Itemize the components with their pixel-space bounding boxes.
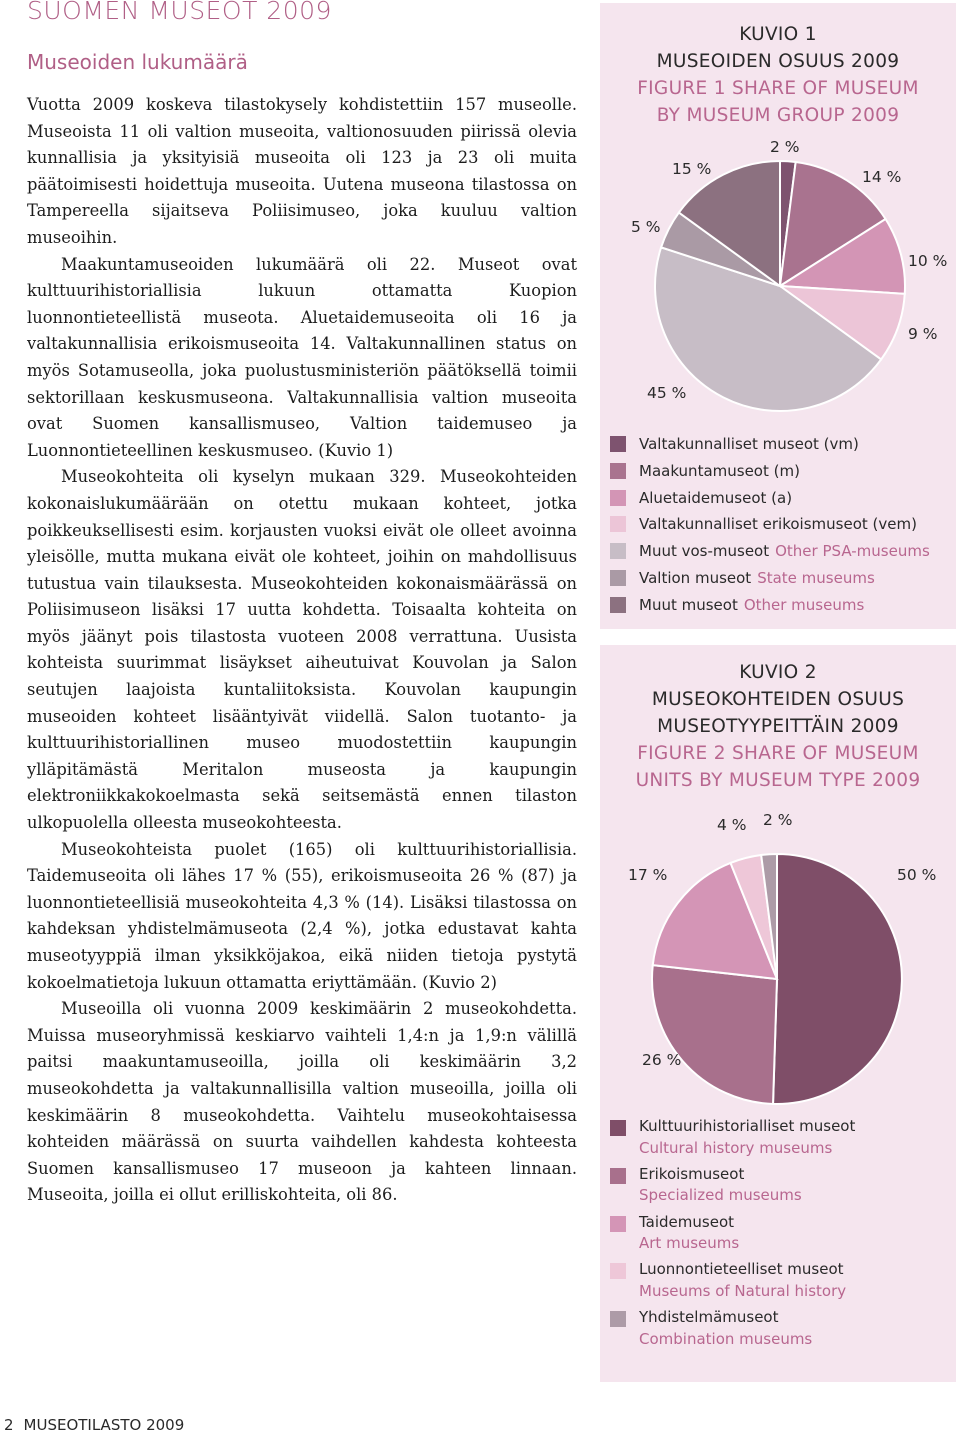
legend-swatch	[610, 570, 626, 586]
legend-swatch	[610, 516, 626, 532]
figure-2-legend	[610, 1116, 855, 1355]
legend-label-en: Art museums	[639, 1234, 740, 1253]
pie-slice-label: 9 %	[908, 325, 938, 343]
page-footer	[4, 1416, 184, 1434]
pie-slice-label: 4 %	[717, 816, 747, 834]
legend-label: Muut museot	[639, 595, 738, 614]
body-paragraph: Museoilla oli vuonna 2009 keskimäärin 2 museokohdetta. Muissa museoryhmissä keskiarvo vaihteli 1,4:n ja 1,9:n välillä paitsi maakuntamuseoilla, joilla oli keskimäärin 3,2 museokohdetta ja valtakunnallisilla valtion museoilla, joilla oli keskimäärin 8 museokohdetta. Vaihtelu museokohtaisessa kohteiden määrässä on suurta vaihdellen kahdesta kohteesta Suomen kansallismuseo 17 museoon ja kahteen linnaan. Museoita, joilla ei ollut erilliskohteita, oli 86.	[27, 999, 577, 1205]
pie-slice-label: 2 %	[770, 138, 800, 156]
pie-slice	[773, 854, 902, 1104]
body-paragraph: Vuotta 2009 koskeva tilastokysely kohdistettiin 157 museolle. Museoista 11 oli valtion museoita, valtionosuuden piirissä olevia kunnallisia ja yksityisiä museoita oli 123 ja 23 oli muita päätoimisesti hoidettuja museoita. Uutena museona tilastossa on Tampereella sijaitseva Poliisimuseo, joka kuuluu valtion museoihin.	[27, 95, 577, 247]
legend-item	[610, 431, 930, 458]
body-paragraph: Maakuntamuseoiden lukumäärä oli 22. Museot ovat kulttuurihistoriallisia lukuun ottamatta Kuopion luonnontieteellistä museota. Aluetaidemuseoita oli 16 ja valtakunnallisia erikoismuseoita 14. Valtakunnallinen status on myös Sotamuseolla, joka puolustusministeriön päätöksellä toimii sektorillaan keskusmuseona. Valtakunnallisia valtion museoita ovat Suomen kansallismuseo, Valtion taidemuseo ja Luonnontieteellinen keskusmuseo. (Kuvio 1)	[27, 254, 577, 460]
legend-swatch	[610, 463, 626, 479]
pie-slice-label: 14 %	[862, 168, 902, 186]
legend-label-en: Combination museums	[639, 1329, 813, 1348]
figure-2-title-line: MUSEOKOHTEIDEN OSUUS	[651, 689, 905, 710]
section-title: Museoiden lukumäärä	[27, 50, 248, 74]
legend-swatch	[610, 1216, 626, 1232]
figure-2-title-line: KUVIO 2	[739, 662, 817, 683]
legend-label: Muut vos-museot	[639, 542, 770, 561]
legend-item	[610, 592, 930, 619]
figure-1-legend	[610, 431, 930, 619]
legend-label: Kulttuurihistorialliset museot	[639, 1117, 856, 1135]
legend-swatch	[610, 436, 626, 452]
figure-1-panel	[600, 3, 956, 629]
legend-item	[610, 1164, 855, 1212]
figure-1-title-en-line: BY MUSEUM GROUP 2009	[656, 105, 900, 126]
figure-1-pie-chart	[600, 3, 956, 423]
legend-swatch	[610, 490, 626, 506]
figure-2-pie-chart	[600, 645, 956, 1105]
legend-item	[610, 458, 930, 485]
publication-name: MUSEOTILASTO 2009	[23, 1416, 185, 1434]
pie-slice-label: 17 %	[628, 866, 668, 884]
legend-label: Aluetaidemuseot (a)	[639, 488, 793, 507]
legend-item	[610, 565, 930, 592]
legend-item	[610, 485, 930, 512]
legend-swatch	[610, 1263, 626, 1279]
legend-label: Valtakunnalliset erikoismuseot (vem)	[639, 515, 917, 534]
pie-slice	[652, 965, 777, 1104]
legend-label-en: Other museums	[743, 595, 865, 614]
pie-slice-label: 15 %	[672, 160, 712, 178]
page-header-title: SUOMEN MUSEOT 2009	[27, 0, 332, 25]
legend-swatch	[610, 1311, 626, 1327]
body-paragraph: Museokohteista puolet (165) oli kulttuurihistoriallisia. Taidemuseoita oli lähes 17 % (55), erikoismuseoita 26 % (87) ja luonnontieteellisiä museokohteita 4,3 % (14). Lisäksi tilastossa on kahdeksan yhdistelmämuseota (2,4 %), jotka edustavat kahta museotyyppiä ilman yksikköjakoa, eikä niiden tietoja pystytä kokoelmatietoja lukuun ottamatta eriyttämään. (Kuvio 2)	[27, 839, 577, 992]
page-number: 2	[4, 1416, 14, 1434]
legend-item	[610, 511, 930, 538]
legend-label-en: Other PSA-museums	[775, 542, 930, 561]
pie-slice-label: 45 %	[647, 384, 687, 402]
figure-2-title-line: MUSEOTYYPEITTÄIN 2009	[657, 716, 899, 737]
legend-label-en: Cultural history museums	[639, 1138, 833, 1157]
legend-item	[610, 1116, 855, 1164]
legend-label: Luonnontieteelliset museot	[639, 1260, 844, 1279]
pie-slice-label: 2 %	[763, 811, 793, 829]
legend-item	[610, 1212, 855, 1260]
body-paragraph: Museokohteita oli kyselyn mukaan 329. Museokohteiden kokonaislukumäärään on otettu mukaan kohteet, jotka poikkeuksellisesti esim. korjausten vuoksi eivät ole olleet avoinna yleisölle, mutta mukana eivät ole kohteet, joihin on mahdollisuus tutustua vain tilauksesta. Museokohteiden kokonaismäärässä on Poliisimuseon lisäksi 17 uutta kohdetta. Toisaalta kohteita on myös jäänyt pois tilastosta vuoteen 2008 verrattuna. Uusista kohteista suurimmat lisäykset aiheutuivat Kouvolan ja Salon seutujen laajoista kuntaliitoksista. Kouvolan kaupungin museoiden kohteet lisääntyivät viidellä. Salon tuotanto- ja kulttuurihistoriallinen museo muodostettiin kaupungin ylläpitämästä Meritalon museosta ja kaupungin elektroniikkakokoelmasta sekä seitsemästä ennen tilaston ulkopuolella olleesta museokohteesta.	[27, 467, 577, 833]
legend-swatch	[610, 543, 626, 559]
figure-2-title-en-line: FIGURE 2 SHARE OF MUSEUM	[637, 743, 919, 764]
figure-1-title-line: KUVIO 1	[739, 24, 817, 45]
figure-1-title-line: MUSEOIDEN OSUUS 2009	[656, 51, 900, 72]
pie-slice-label: 26 %	[642, 1051, 682, 1069]
legend-label: Valtakunnalliset museot (vm)	[639, 435, 859, 453]
legend-item	[610, 1307, 855, 1355]
legend-label: Valtion museot	[639, 568, 752, 587]
figure-2-title-en-line: UNITS BY MUSEUM TYPE 2009	[635, 770, 921, 791]
legend-label: Erikoismuseot	[639, 1164, 745, 1183]
legend-swatch	[610, 1168, 626, 1184]
pie-slice-label: 10 %	[908, 252, 948, 270]
legend-label: Yhdistelmämuseot	[639, 1308, 779, 1327]
pie-slice-label: 5 %	[631, 218, 661, 236]
legend-item	[610, 538, 930, 565]
legend-item	[610, 1259, 855, 1307]
legend-swatch	[610, 1120, 626, 1136]
legend-label-en: Specialized museums	[639, 1186, 802, 1205]
figure-2-panel	[600, 645, 956, 1382]
figure-1-title-en-line: FIGURE 1 SHARE OF MUSEUM	[637, 78, 919, 99]
pie-slice-label: 50 %	[897, 866, 937, 884]
legend-swatch	[610, 597, 626, 613]
legend-label-en: Museums of Natural history	[639, 1281, 847, 1300]
legend-label: Taidemuseot	[639, 1212, 735, 1231]
legend-label: Maakuntamuseot (m)	[639, 461, 800, 480]
legend-label-en: State museums	[757, 568, 875, 587]
body-text	[27, 92, 577, 1209]
